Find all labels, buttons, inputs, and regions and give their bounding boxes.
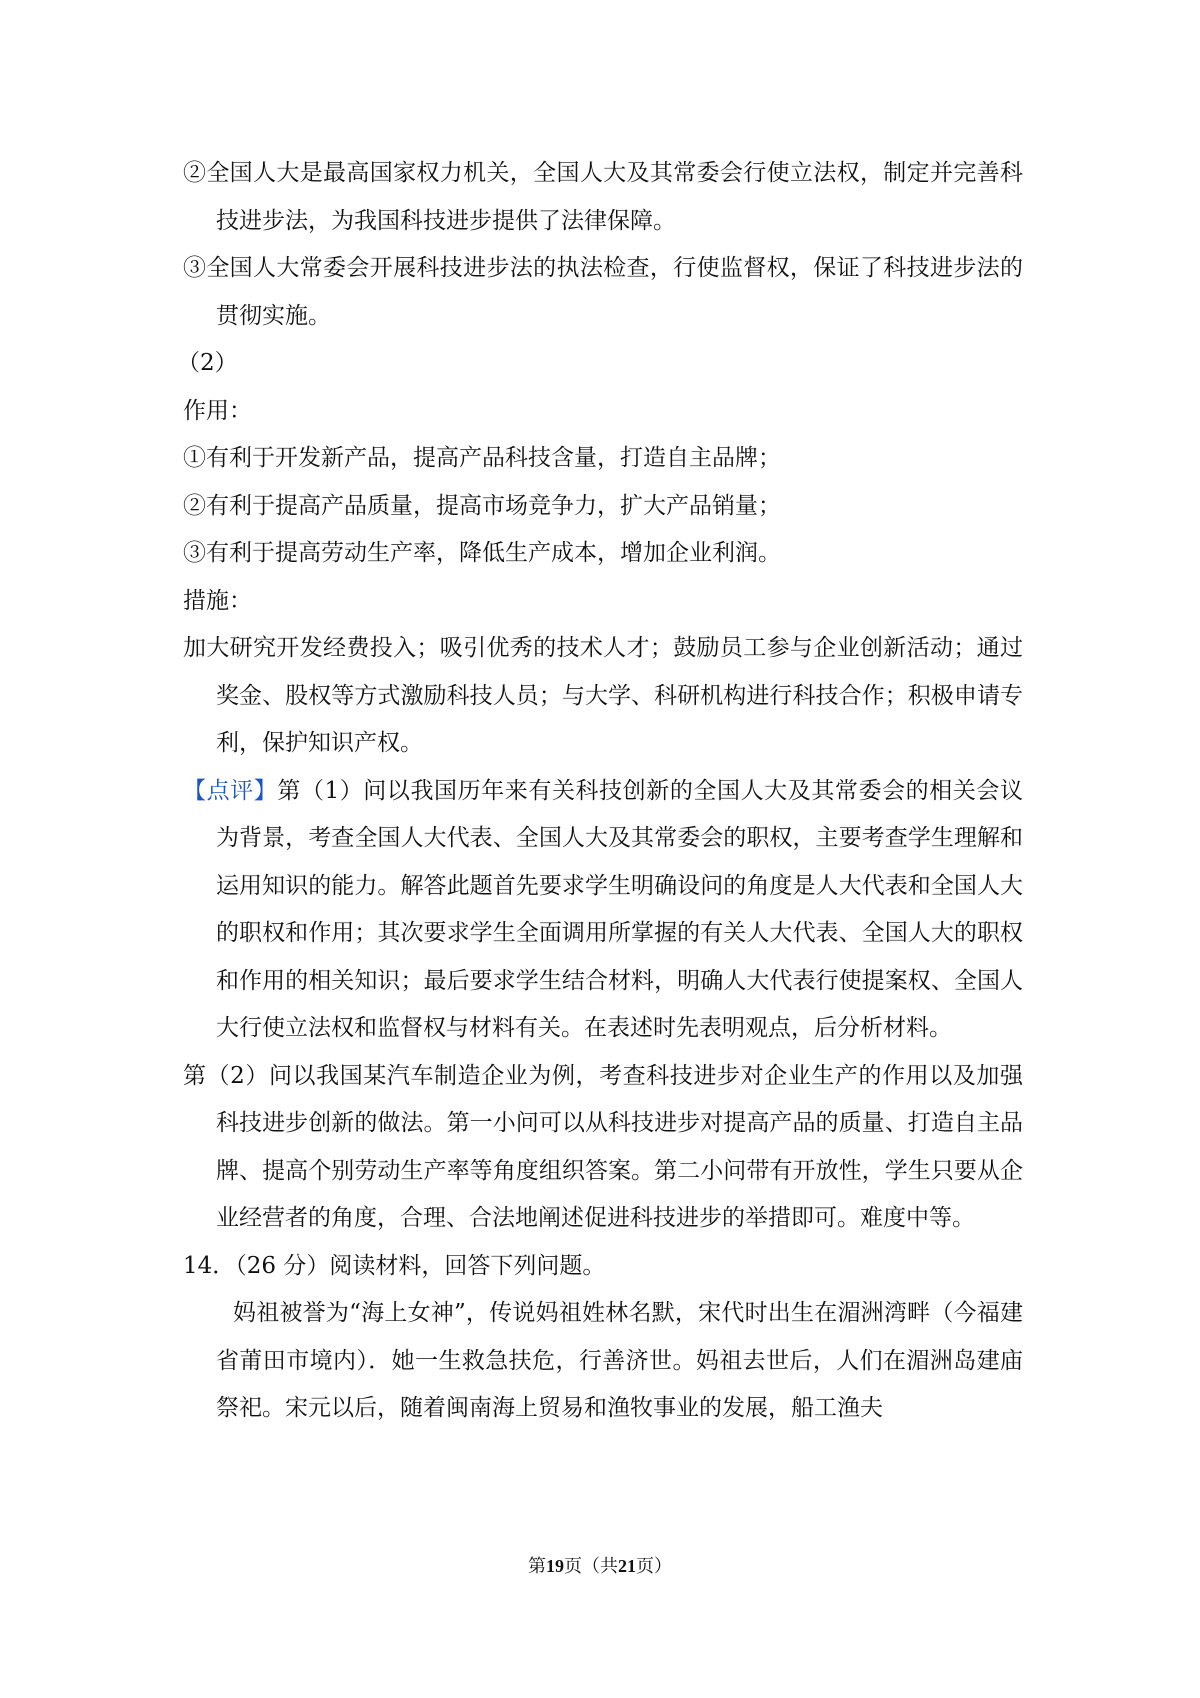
- role-heading: 作用：: [183, 397, 252, 424]
- measures-heading: 措施：: [183, 587, 252, 614]
- review-paragraph-2: 第（2）问以我国某汽车制造企业为例，考查科技进步对企业生产的作用以及加强科技进步创新的做法。第一小问可以从科技进步对提高产品的质量、打造自主品牌、提高个别劳动生产率等角度组织答案。第二小问带有开放性，学生只要从企业经营者的角度，合理、合法地阐述促进科技进步的举措即可。难度中等。: [183, 1062, 1023, 1231]
- answer-point-3: ③全国人大常委会开展科技进步法的执法检查，行使监督权，保证了科技进步法的贯彻实施。: [183, 255, 1023, 329]
- page-content: [177, 150, 1023, 1433]
- role-item-1: ①有利于开发新产品，提高产品科技含量，打造自主品牌；: [183, 445, 781, 471]
- footer-prefix: 第: [528, 1556, 546, 1576]
- footer-page-number: 19: [546, 1556, 564, 1576]
- question-2-label: （2）: [177, 350, 238, 376]
- review-tag: 【点评】: [183, 777, 278, 804]
- measures-text: 加大研究开发经费投入；吸引优秀的技术人才；鼓励员工参与企业创新活动；通过奖金、股权等方式激励科技人员；与大学、科研机构进行科技合作；积极申请专利，保护知识产权。: [183, 635, 1023, 756]
- material-text: 妈祖被誉为“海上女神”，传说妈祖姓林名默，宋代时出生在湄洲湾畔（今福建省莆田市境内）．她一生救急扶危，行善济世。妈祖去世后，人们在湄洲岛建庙祭祀。宋元以后，随着闽南海上贸易和渔牧事业的发展，船工渔夫: [216, 1300, 1023, 1421]
- footer-suffix: 页）: [636, 1556, 672, 1576]
- page-footer: [0, 1554, 1200, 1578]
- review-paragraph: [183, 768, 1023, 1053]
- role-item-2: ②有利于提高产品质量，提高市场竞争力，扩大产品销量；: [183, 492, 781, 519]
- review-text: 第（1）问以我国历年来有关科技创新的全国人大及其常委会的相关会议为背景，考查全国人大代表、全国人大及其常委会的职权，主要考查学生理解和运用知识的能力。解答此题首先要求学生明确设问的角度是人大代表和全国人大的职权和作用；其次要求学生全面调用所掌握的有关人大代表、全国人大的职权和作用的相关知识；最后要求学生结合材料，明确人大代表行使提案权、全国人大行使立法权和监督权与材料有关。在表述时先表明观点，后分析材料。: [216, 777, 1023, 1041]
- question-14-heading: 14．（26 分）阅读材料，回答下列问题。: [183, 1252, 606, 1279]
- answer-point-2: ②全国人大是最高国家权力机关，全国人大及其常委会行使立法权，制定并完善科技进步法，为我国科技进步提供了法律保障。: [183, 160, 1023, 234]
- role-item-3: ③有利于提高劳动生产率，降低生产成本，增加企业利润。: [183, 540, 781, 566]
- footer-total-pages: 21: [618, 1556, 636, 1576]
- footer-middle: 页（共: [564, 1556, 618, 1576]
